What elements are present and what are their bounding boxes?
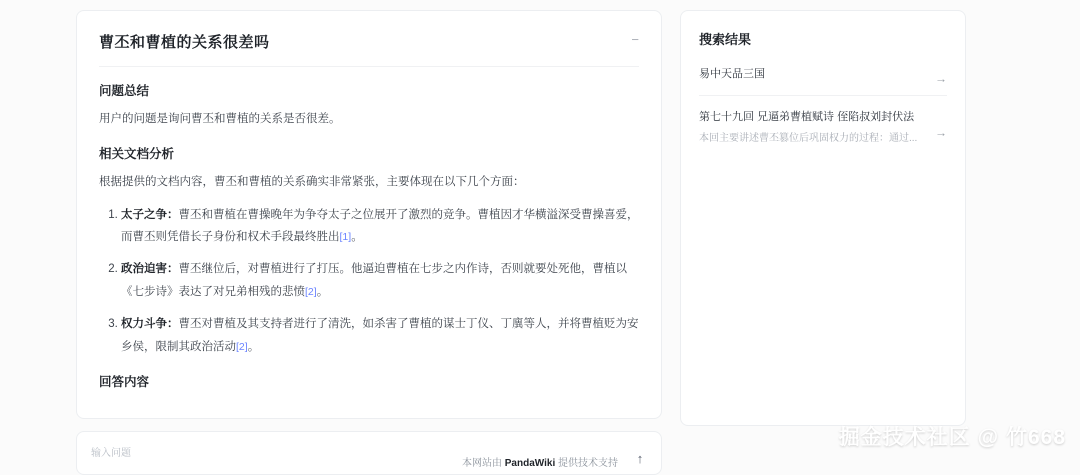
list-item xyxy=(121,204,639,249)
minus-icon[interactable]: − xyxy=(631,32,639,47)
analysis-intro: 根据提供的文档内容，曹丕和曹植的关系确实非常紧张，主要体现在以下几个方面： xyxy=(99,176,525,189)
arrow-right-icon[interactable]: → xyxy=(935,125,947,140)
footer-brand[interactable]: PandaWiki xyxy=(504,458,556,469)
arrow-right-icon[interactable]: → xyxy=(935,71,947,86)
search-results-title: 搜索结果 xyxy=(699,32,752,47)
watermark: 掘金技术社区 @ 竹668 xyxy=(838,426,1066,449)
search-input[interactable]: 输入问题 xyxy=(91,448,131,460)
point-label: 政治迫害： xyxy=(121,263,179,276)
answer-card xyxy=(76,10,662,419)
summary-text: 用户的问题是询问曹丕和曹植的关系是否很差。 xyxy=(99,113,341,125)
sidebar-column xyxy=(680,10,966,475)
footer-prefix: 本网站由 xyxy=(461,458,502,469)
list-item xyxy=(121,258,639,303)
result-title: 第七十九回 兄逼弟曹植赋诗 侄陷叔刘封伏法 xyxy=(699,110,915,123)
point-tail: 。 xyxy=(316,285,329,298)
footer-suffix: 提供技术支持 xyxy=(558,458,619,469)
point-text: 曹丕继位后，对曹植进行了打压。他逼迫曹植在七步之内作诗，否则就要处死他，曹植以《七步诗》表达了对兄弟相残的悲愤 xyxy=(121,263,627,298)
point-tail: 。 xyxy=(247,340,260,353)
list-item[interactable] xyxy=(699,66,947,96)
summary-heading: 问题总结 xyxy=(99,84,150,98)
main-column xyxy=(76,10,662,475)
point-text: 曹丕和曹植在曹操晚年为争夺太子之位展开了激烈的竞争。曹植因才华横溢深受曹操喜爱，而曹丕则凭借长子身份和权术手段最终胜出 xyxy=(121,208,639,243)
list-item[interactable] xyxy=(699,109,947,160)
analysis-heading: 相关文档分析 xyxy=(99,147,175,162)
point-text: 曹丕对曹植及其支持者进行了清洗，如杀害了曹植的谋士丁仪、丁廙等人，并将曹植贬为安乡侯，限制其政治活动 xyxy=(121,318,639,353)
result-title: 易中天品三国 xyxy=(699,68,765,80)
answer-title-row xyxy=(99,31,639,66)
point-label: 太子之争： xyxy=(121,208,179,221)
list-item xyxy=(121,313,639,358)
answer-heading: 回答内容 xyxy=(99,375,150,390)
result-description: 本回主要讲述曹丕篡位后巩固权力的过程：通过... xyxy=(699,133,918,144)
citation-link[interactable]: [2] xyxy=(305,285,317,298)
title-divider xyxy=(99,66,639,67)
point-label: 权力斗争： xyxy=(121,318,179,331)
citation-link[interactable]: [1] xyxy=(339,230,352,243)
search-results-card xyxy=(680,10,966,426)
footer xyxy=(0,454,1080,469)
analysis-points xyxy=(99,204,639,359)
citation-link[interactable]: [2] xyxy=(236,340,248,353)
point-tail: 。 xyxy=(351,230,363,243)
page-title: 曹丕和曹植的关系很差吗 xyxy=(99,34,270,51)
arrow-up-icon[interactable]: ↑ xyxy=(636,450,644,466)
